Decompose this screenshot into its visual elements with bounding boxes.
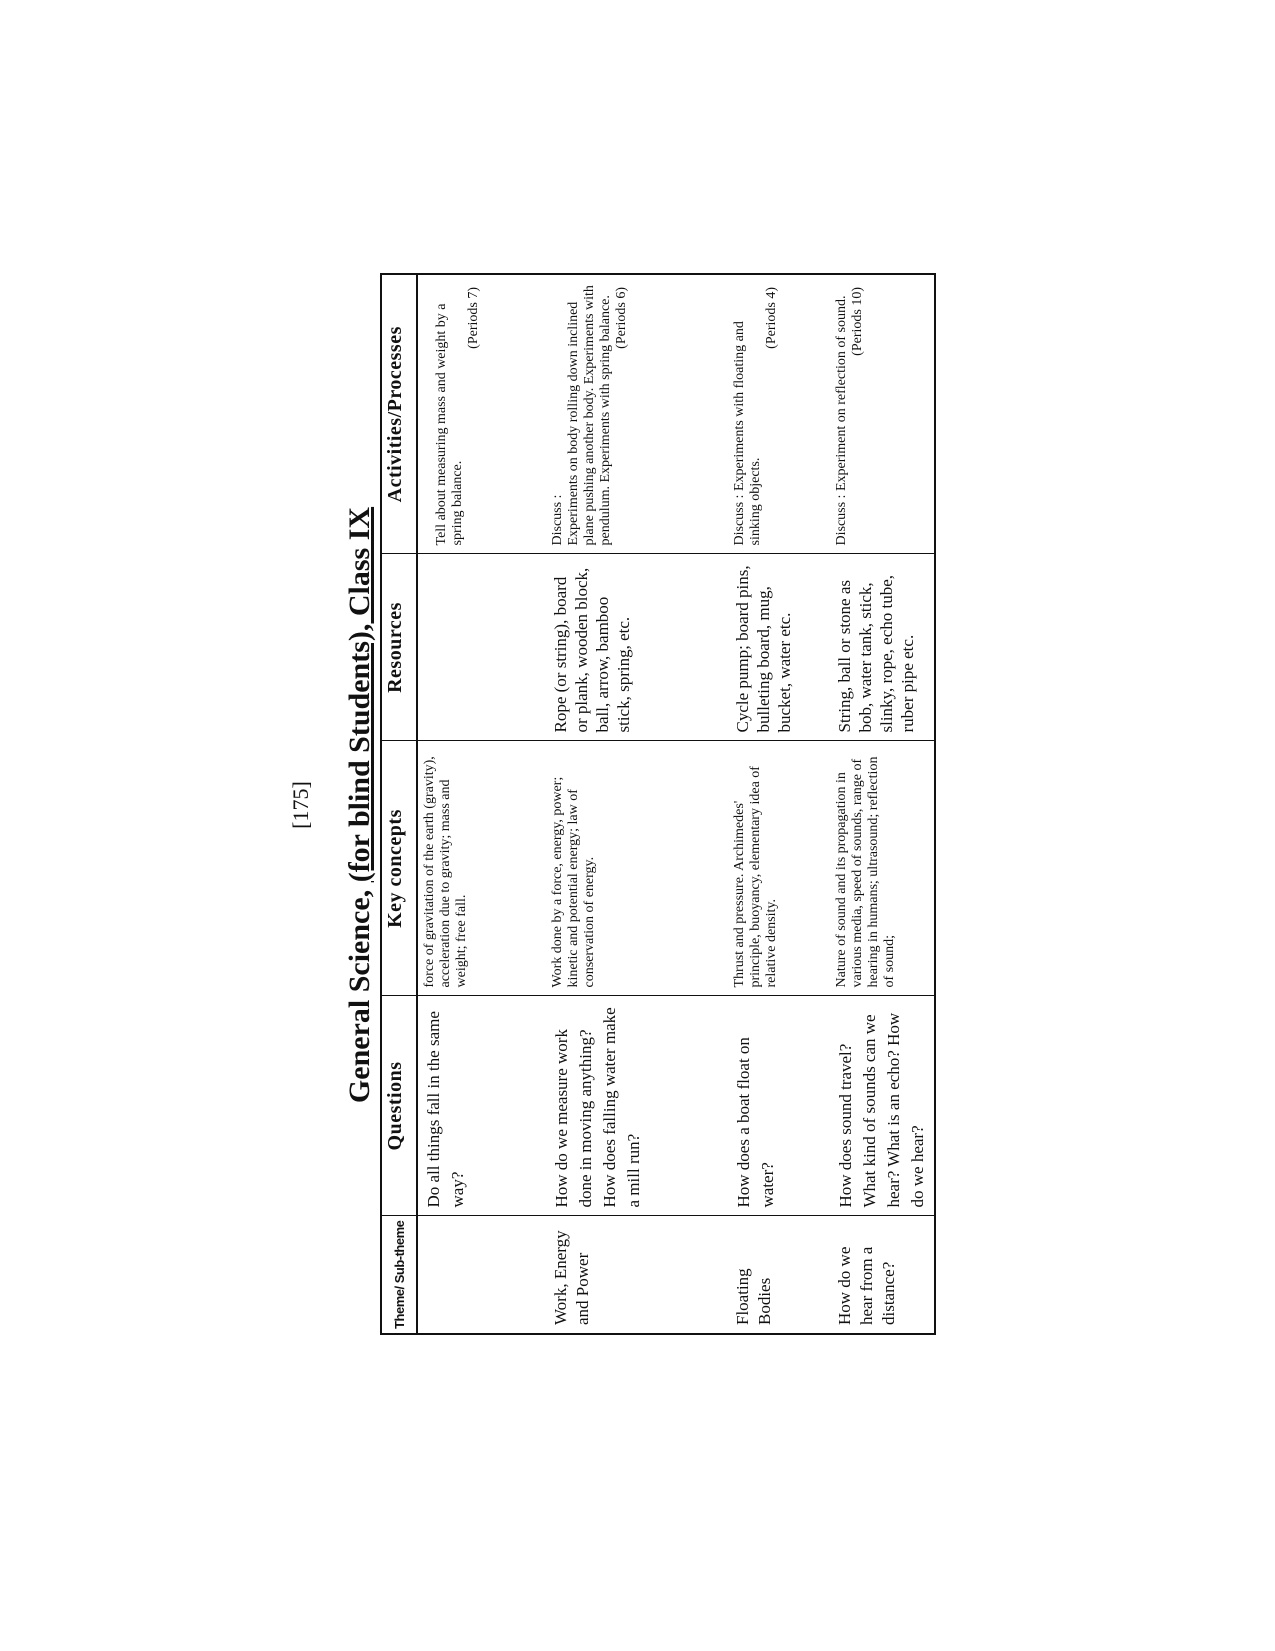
resources-cell: Cycle pump; board pins, bulleting board, mug, bucket, water etc. (728, 554, 830, 741)
key-concepts-cell: Work done by a force, energy, power; kinetic and potential energy; law of conservation of energy. (546, 741, 728, 996)
title-underlined-part: (for blind Students), Class IX (343, 506, 376, 883)
title-plain-part: General Science, (343, 882, 376, 1104)
periods-label: (Periods 7) (466, 287, 481, 349)
activities-cell (728, 274, 830, 554)
questions-cell: How does a boat float on water? (728, 996, 830, 1216)
syllabus-table (380, 273, 936, 1335)
activities-text: Experiments on body rolling down inclined plane pushing another body. Experiments with pendulum. Experiments with spring balance. (566, 285, 613, 546)
theme-cell: How do we hear from a distance? (830, 1216, 935, 1334)
page-title (340, 275, 380, 1335)
table-row (546, 274, 728, 1334)
activities-cell (417, 274, 546, 554)
activities-cell (546, 274, 728, 554)
key-concepts-cell: force of gravitation of the earth (gravity), acceleration due to gravity; mass and weight; free fall. (417, 741, 546, 996)
periods-label: (Periods 6) (614, 287, 629, 349)
table-row (417, 274, 546, 1334)
header-activities: Activities/Processes (381, 274, 417, 554)
resources-cell: String, ball or stone as bob, water tank, stick, slinky, rope, echo tube, ruber pipe etc. (830, 554, 935, 741)
table-row (830, 274, 935, 1334)
activities-lead: Discuss : (550, 494, 565, 546)
theme-cell (417, 1216, 546, 1334)
theme-cell: Floating Bodies (728, 1216, 830, 1334)
periods-label: (Periods 4) (764, 287, 779, 349)
periods-label: (Periods 10) (850, 287, 865, 356)
key-concepts-cell: Thrust and pressure. Archimedes' principle, buoyancy, elementary idea of relative density. (728, 741, 830, 996)
table-header-row (381, 274, 417, 1334)
theme-cell: Work, Energy and Power (546, 1216, 728, 1334)
header-theme: Theme/ Sub-theme (381, 1216, 417, 1334)
resources-cell (417, 554, 546, 741)
key-concepts-cell: Nature of sound and its propagation in various media, speed of sounds, range of hearing in humans; ultrasound; reflection of sound; (830, 741, 935, 996)
table-row (728, 274, 830, 1334)
activities-cell (830, 274, 935, 554)
header-key-concepts: Key concepts (381, 741, 417, 996)
questions-cell: How do we measure work done in moving anything? How does falling water make a mill run? (546, 996, 728, 1216)
header-questions: Questions (381, 996, 417, 1216)
questions-cell: How does sound travel? What kind of sounds can we hear? What is an echo? How do we hear? (830, 996, 935, 1216)
activities-text: Tell about measuring mass and weight by a spring balance. (434, 303, 465, 546)
activities-text: Discuss : Experiment on reflection of sound. (834, 295, 849, 546)
resources-cell: Rope (or string), board or plank, wooden block, ball, arrow, bamboo stick, spring, etc. (546, 554, 728, 741)
header-resources: Resources (381, 554, 417, 741)
rotated-page-content (288, 275, 927, 1335)
page-number: [175] (288, 781, 313, 829)
questions-cell: Do all things fall in the same way? (417, 996, 546, 1216)
activities-text: Discuss : Experiments with floating and sinking objects. (732, 321, 763, 546)
